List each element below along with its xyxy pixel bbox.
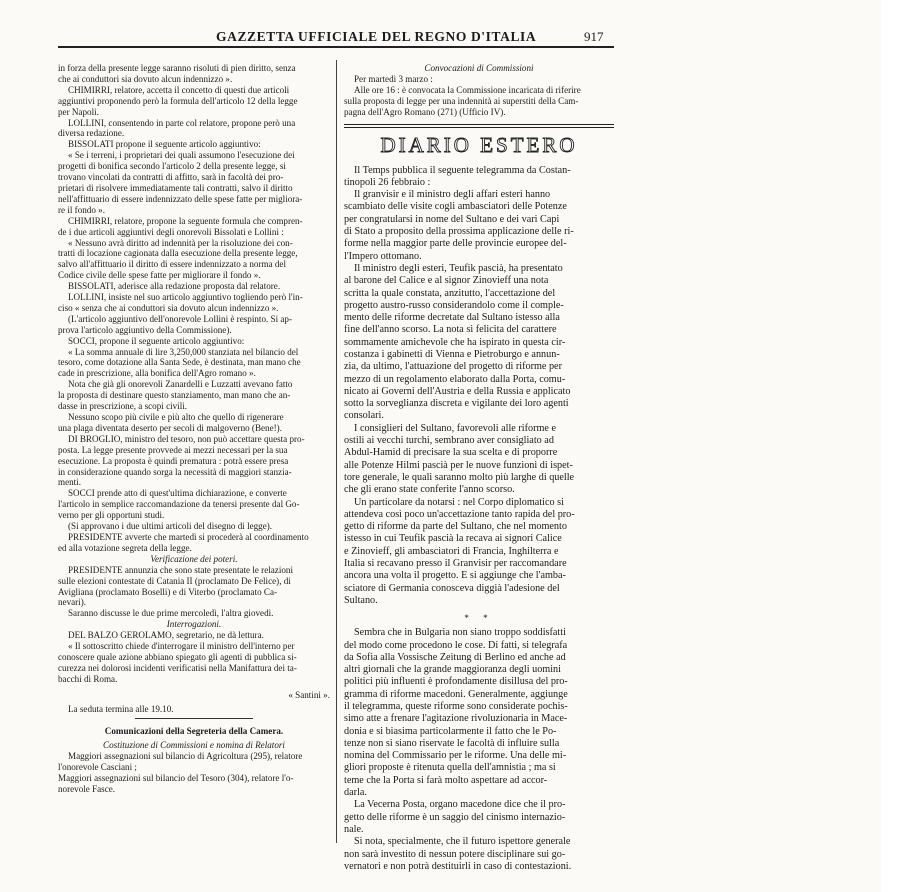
text-line: Il granvisir e il ministro degli affari esteri hanno: [354, 189, 551, 201]
section-title: DIARIO ESTERO: [380, 132, 578, 157]
text-line: DI BROGLIO, ministro del tesoro, non può accettare questa pro-: [68, 433, 305, 444]
text-line: tenze non si siano riservate le facoltà di influire sulla: [344, 737, 560, 749]
text-line: sommamente amichevole che ha ispirato in questa cir-: [344, 336, 566, 348]
text-line: gramma di riforme macedoni. Generalmente, aggiunge: [344, 688, 568, 700]
text-line: consolari.: [344, 410, 384, 422]
text-line: « La somma annuale di lire 3,250,000 stanziata nel bilancio del: [68, 346, 299, 357]
text-line: zia, da ultimo, l'attuazione del progetto di riforme per: [344, 361, 562, 373]
text-line: simo atte a frenare l'agitazione rivoluzionaria in Mace-: [344, 713, 568, 725]
section-rule: [344, 124, 614, 128]
text-line: di Stato a proposito della prossima applicazione delle ri-: [344, 226, 574, 238]
text-line: per Napoli.: [58, 106, 99, 117]
text-line: cade in prescrizione, alla bonifica dell'Agro romano ».: [58, 368, 256, 379]
text-line: Sembra che in Bulgaria non siano troppo soddisfatti: [354, 627, 566, 639]
newspaper-title: GAZZETTA UFFICIALE DEL REGNO D'ITALIA: [216, 29, 537, 44]
text-line: posta. La legge presente provvede ai mezzi necessari per la sua: [58, 444, 288, 455]
text-line: diversa redazione.: [58, 128, 125, 139]
text-line: Si nota, specialmente, che il futuro ispettore generale: [354, 836, 571, 848]
text-line: Maggiori assegnazioni sul bilancio di Agricoltura (295), relatore: [68, 751, 303, 762]
asterism: * *: [464, 613, 494, 624]
text-line: BISSOLATI, aderisce alla redazione proposta dal relatore.: [68, 281, 281, 292]
text-line: teme che la Porta si farà molto aspettare ad accor-: [344, 774, 548, 786]
text-line: sulla proposta di legge per una indennità ai superstiti della Cam-: [344, 95, 579, 106]
text-line: tesoro, come dotazione alla Santa Sede, è destinata, man mano che: [58, 357, 301, 368]
text-line: BISSOLATI propone il seguente articolo aggiuntivo:: [68, 139, 261, 150]
text-line: attendeva così poco un'accettazione tanto rapida del pro-: [344, 508, 575, 520]
text-line: che gli erano state conferite l'anno scorso.: [344, 484, 515, 496]
text-line: SOCCI, propone il seguente articolo aggiuntivo:: [68, 335, 245, 346]
text-line: nell'affittuario di essere indennizzato delle spese fatte per migliora-: [58, 193, 303, 204]
text-line: il telegramma, queste riforme sono considerate pochis-: [344, 701, 568, 712]
text-line: politici più influenti è profondamente disillusa del pro-: [344, 676, 568, 688]
text-line: Comunicazioni della Segreteria della Camera.: [104, 726, 284, 737]
text-line: istesso in cui Teufik pascià la recava ai signori Calice: [344, 533, 562, 545]
text-line: Verificazione dei poteri.: [150, 553, 238, 564]
text-line: tratti di locazione cagionata dalla esecuzione della presente legge,: [58, 248, 298, 259]
section-rule: [135, 718, 253, 719]
text-line: che ai conduttori sia dovuto alcun indennizzo ».: [58, 73, 233, 84]
text-line: per congratularsi in nome del Sultano e dei vari Capi: [344, 213, 560, 225]
text-line: darla.: [344, 787, 367, 799]
text-line: costanza i gabinetti di Vienna e Pietroburgo e annun-: [344, 348, 560, 360]
text-line: Alle ore 16 : è convocata la Commissione incaricata di riferire: [354, 84, 581, 95]
text-line: Saranno discusse le due prime mercoledì, l'altra giovedì.: [68, 608, 274, 619]
text-line: LOLLINI, insiste nel suo articolo aggiuntivo togliendo però l'in-: [68, 292, 303, 303]
text-line: l'articolo in semplice raccomandazione da tenersi presente dal Go-: [58, 499, 300, 510]
text-line: La seduta termina alle 19.10.: [68, 703, 174, 714]
text-line: nale.: [344, 823, 364, 835]
text-line: sulle elezioni contestate di Catania II (proclamato De Felice), di: [58, 575, 291, 586]
text-line: prietari di risolvere immediatamente tali contratti, salvo il diritto: [58, 182, 293, 193]
text-line: « Santini ».: [288, 689, 330, 700]
text-line: l'onorevole Casciani ;: [58, 762, 137, 773]
text-line: Nota che già gli onorevoli Zanardelli e Luzzatti avevano fatto: [68, 379, 293, 390]
text-line: donia e si biasima particolarmente il fatto che le Po-: [344, 725, 557, 737]
text-line: in considerazione quando sorga la necessità di maggiori stanzia-: [58, 466, 292, 477]
text-line: Nessuno scopo più civile e più alto che quello di rigenerare: [68, 412, 284, 422]
text-line: conoscere quale azione abbiano spiegato gli agenti di pubblica si-: [58, 651, 297, 662]
text-line: una plaga diventata deserto per secoli di malgoverno (Bene!).: [58, 422, 282, 433]
text-line: e Zinovieff, gli ambasciatori di Francia, Inghilterra e: [344, 545, 559, 557]
text-line: sciatore di Germania conosceva diggià l'adesione del: [344, 582, 560, 594]
text-line: « Nessuno avrà diritto ad indennità per la risoluzione dei con-: [68, 237, 293, 248]
text-line: vernatori e non potrà destituirli in caso di contestazioni.: [344, 860, 572, 872]
text-line: Maggiori assegnazioni sul bilancio del Tesoro (304), relatore l'o-: [58, 773, 294, 784]
text-line: ed alla votazione segreta della legge.: [58, 542, 192, 553]
text-line: curezza nei dolorosi incidenti verificatisi nella Manifattura dei ta-: [58, 662, 297, 673]
text-line: ciso « senza che ai conduttori sia dovuto alcun indennizzo ».: [58, 302, 279, 313]
text-line: dasse in prescrizione, a scopi civili.: [58, 401, 188, 412]
text-line: alle Potenze Hilmi pascià per le nuove funzioni di ispet-: [344, 459, 573, 471]
text-line: la proposta di destinare questo stanziamento, man mano che an-: [58, 390, 291, 401]
column-divider: [336, 60, 337, 843]
text-line: in forza della presente legge saranno risoluti di pien diritto, senza: [58, 63, 296, 73]
text-line: PRESIDENTE avverte che martedì si procederà al coordinamento: [68, 531, 309, 542]
text-line: bacchi di Roma.: [58, 673, 118, 684]
text-line: (Si approvano i due ultimi articoli del disegno di legge).: [68, 521, 273, 532]
text-line: re il fondo ».: [58, 204, 105, 215]
text-line: I consiglieri del Sultano, favorevoli alle riforme e: [354, 422, 556, 434]
text-line: (L'articolo aggiuntivo dell'onorevole Lollini è respinto. Si ap-: [68, 313, 293, 324]
text-line: Abdul-Hamid di precisare la sua scelta e di proporre: [344, 447, 558, 459]
text-line: Convocazioni di Commissioni: [424, 63, 534, 73]
text-line: Il ministro degli esteri, Teufik pascià, ha presentato: [354, 262, 563, 274]
text-line: nevari).: [58, 597, 87, 608]
text-line: trovano vincolati da contratti di affitto, sarà in facoltà dei pro-: [58, 172, 284, 183]
text-line: nicato ai Governi dell'Austria e della Russia e applicato: [344, 385, 571, 397]
text-line: Interrogazioni.: [166, 619, 222, 630]
text-line: PRESIDENTE annunzia che sono state presentate le relazioni: [68, 564, 293, 575]
text-line: nomina del Commissario per le riforme. Una delle mi-: [344, 750, 567, 762]
text-line: scambiato delle visite cogli ambasciatori delle Potenze: [344, 201, 567, 213]
text-line: SOCCI prende atto di quest'ultima dichiarazione, e converte: [68, 488, 287, 499]
left-column: [58, 63, 330, 795]
text-line: menti.: [58, 477, 81, 488]
text-line: « Se i terreni, i proprietari dei quali assumono l'esecuzione dei: [68, 150, 295, 161]
text-line: progetto austro-russo considerandolo come il comple-: [344, 299, 564, 311]
text-line: da Sofia alla Vossische Zeitung di Berlino ed anche ad: [344, 651, 566, 663]
text-line: norevole Fasce.: [58, 784, 116, 794]
text-line: LOLLINI, consentendo in parte col relatore, propone però una: [68, 117, 296, 128]
scan-margin: [881, 0, 900, 892]
text-line: non sarà investito di nessun potere disciplinare sui go-: [344, 848, 566, 860]
text-line: gliori proposte è ritenuta quella dell'amnistia ; ma si: [344, 762, 556, 774]
text-line: salvo all'affittuario il diritto di essere indennizzato a norma del: [58, 259, 286, 270]
text-line: getto delle riforme è un saggio del cinismo internazio-: [344, 811, 566, 823]
text-line: prova l'articolo aggiuntivo della Commissione).: [58, 324, 232, 335]
text-line: esecuzione. La proposta è quindi prematura : potrà essere presa: [58, 455, 289, 466]
text-line: Un particolare da notarsi : nel Corpo diplomatico si: [354, 496, 564, 508]
text-line: aggiuntivi proponendo però la formula dell'articolo 12 della legge: [58, 95, 298, 106]
header-rule: [58, 46, 614, 48]
text-line: CHIMIRRI, relatore, propone la seguente formula che compren-: [68, 215, 303, 226]
text-line: Avigliana (proclamato Boselli) e di Viterbo (proclamato Ca-: [58, 586, 278, 597]
text-line: Sultano.: [344, 594, 378, 606]
text-line: del modo come procedono le cose. Di fatti, si telegrafa: [344, 639, 568, 651]
page-number: 917: [584, 29, 604, 44]
text-line: de i due articoli aggiuntivi degli onorevoli Bissolati e Lollini :: [58, 226, 284, 237]
text-line: pagna dell'Agro Romano (271) (Ufficio IV).: [344, 106, 506, 117]
text-line: sotto la sorveglianza discreta e vigilante dei loro agenti: [344, 398, 569, 410]
text-line: CHIMIRRI, relatore, accetta il concetto di questi due articoli: [68, 84, 290, 95]
text-line: progetti di bonifica secondo l'articolo 2 della presente legge, si: [58, 161, 286, 172]
text-line: getto di riforme da parte del Sultano, che nel momento: [344, 521, 567, 533]
text-line: altri giornali che la grande maggioranza degli uomini: [344, 664, 561, 676]
text-line: ancora una volta il progetto. E si aggiunge che l'amba-: [344, 570, 566, 582]
text-line: fine dell'anno scorso. La nota si felicita del carattere: [344, 324, 557, 336]
text-line: Per martedì 3 marzo :: [354, 73, 433, 84]
right-column: [344, 63, 614, 873]
text-line: mento delle riforme decretate dal Sultano istesso alla: [344, 312, 560, 324]
text-line: l'Impero ottomano.: [344, 250, 422, 262]
text-line: ostili ai vecchi turchi, sembrano aver consigliato ad: [344, 435, 554, 447]
text-line: Italia si recavano presso il Granvisir per raccomandare: [344, 558, 567, 570]
text-line: tore generale, le quali saranno molto più larghe di quelle: [344, 471, 575, 483]
text-line: scritta la quale constata, anzitutto, l'accettazione del: [344, 287, 556, 299]
text-line: tinopoli 26 febbraio :: [344, 176, 431, 188]
text-line: Il Temps pubblica il seguente telegramma da Costan-: [354, 164, 571, 176]
text-line: Costituzione di Commissioni e nomina di Relatori: [103, 740, 285, 751]
text-line: « Il sottoscritto chiede d'interrogare il ministro dell'interno per: [68, 641, 295, 652]
text-line: verno per gli opportuni studi.: [58, 510, 165, 521]
text-line: Codice civile delle spese fatte per migliorare il fondo ».: [58, 270, 261, 281]
page-header: [58, 29, 612, 45]
text-line: mezzo di un regolamento elaborato dalla Porta, comu-: [344, 373, 566, 385]
text-line: La Vecerna Posta, organo macedone dice che il pro-: [354, 799, 566, 811]
text-line: DEL BALZO GEROLAMO, segretario, ne dà lettura.: [68, 630, 264, 641]
text-line: forme nella maggior parte delle provincie europee del-: [344, 238, 567, 250]
text-line: al barone del Calice e al signor Zinovieff una nota: [344, 275, 549, 287]
